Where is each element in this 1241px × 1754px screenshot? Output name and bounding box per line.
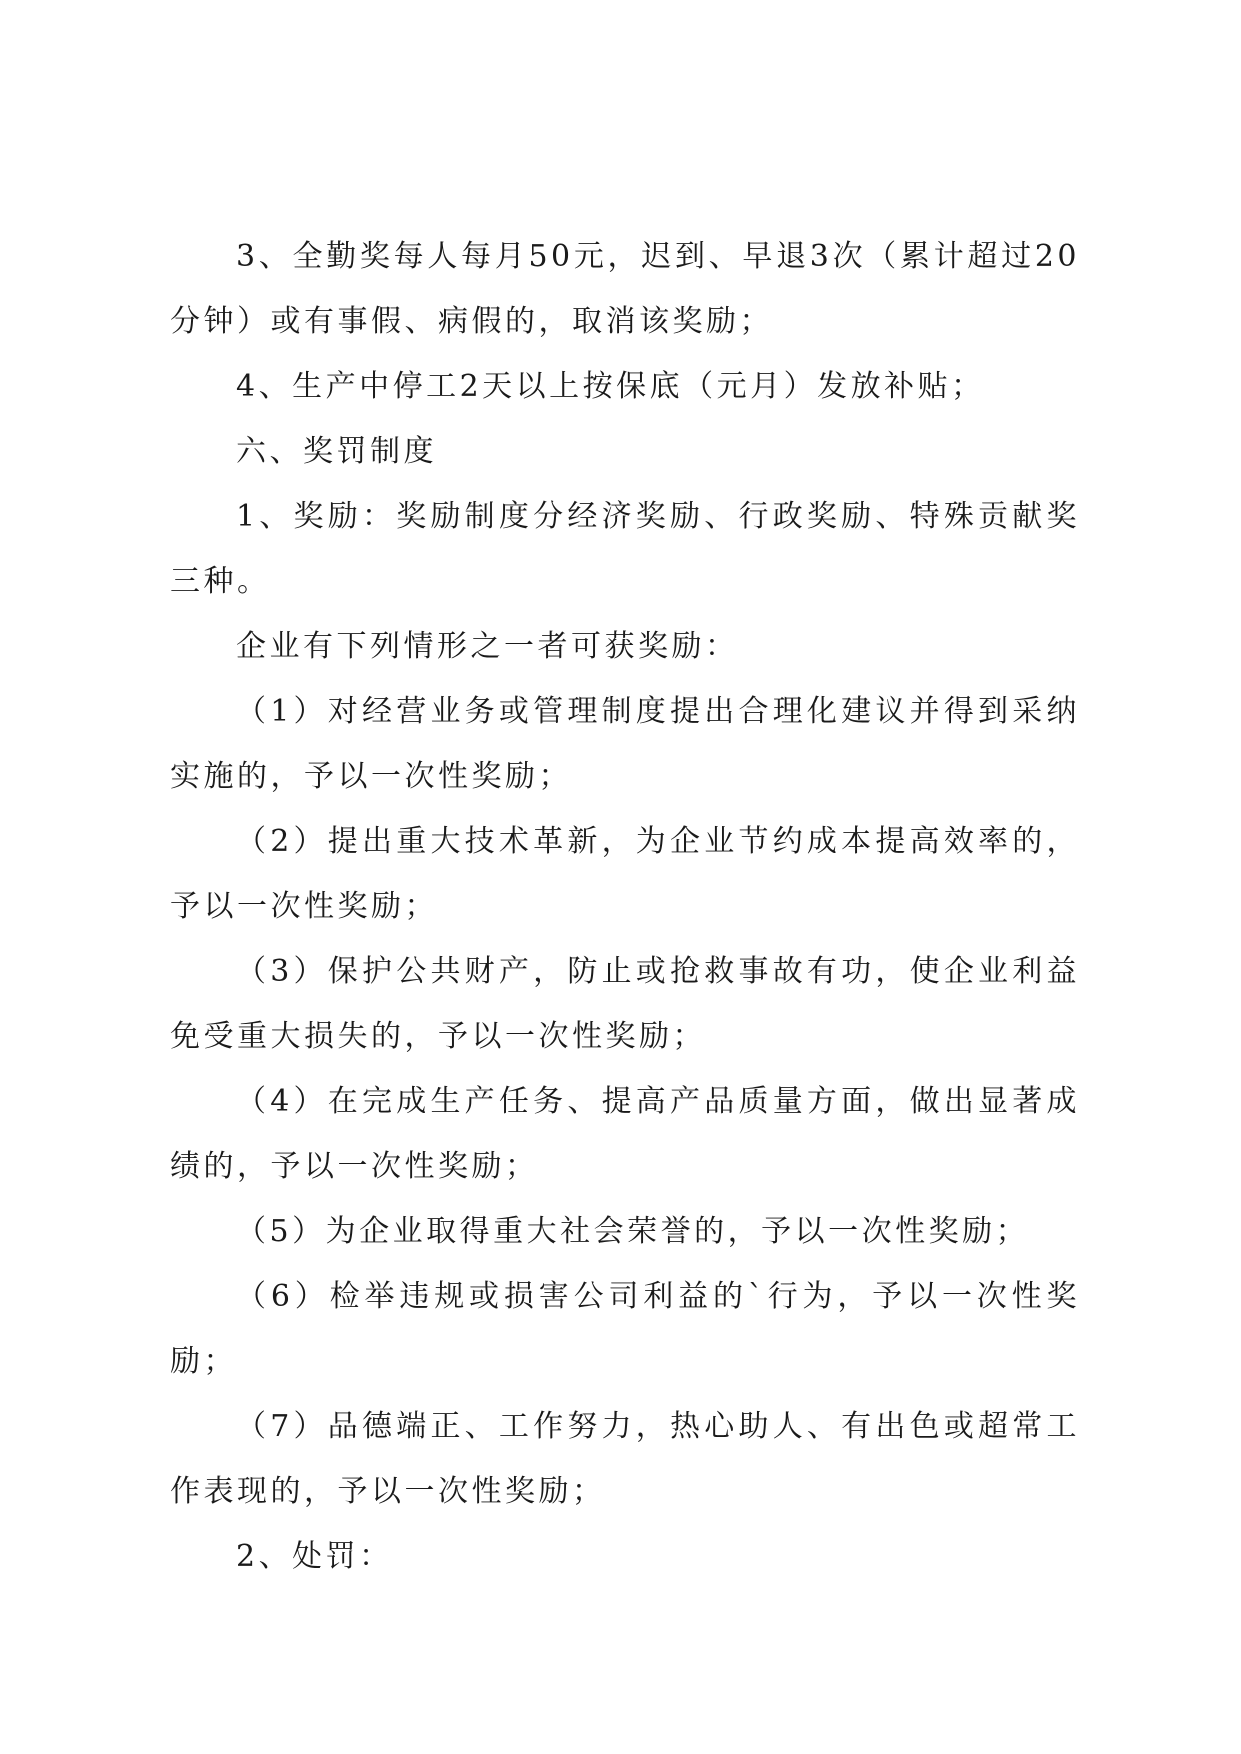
- paragraph-attendance-bonus: 3、全勤奖每人每月50元，迟到、早退3次（累计超过20分钟）或有事假、病假的，取消该奖励；: [170, 239, 1080, 339]
- paragraph-penalties: 2、处罚：: [236, 1539, 393, 1574]
- paragraph-shutdown-subsidy: 4、生产中停工2天以上按保底（元月）发放补贴；: [236, 369, 985, 404]
- list-item-reward-1: （1）对经营业务或管理制度提出合理化建议并得到采纳实施的，予以一次性奖励；: [170, 694, 1080, 794]
- section-heading-rewards-penalties: 六、奖罚制度: [236, 434, 437, 469]
- list-item-reward-7: （7）品德端正、工作努力，热心助人、有出色或超常工作表现的，予以一次性奖励；: [170, 1409, 1080, 1509]
- list-item-reward-3: （3）保护公共财产，防止或抢救事故有功，使企业利益免受重大损失的，予以一次性奖励；: [170, 954, 1080, 1054]
- paragraph-rewards: 1、奖励：奖励制度分经济奖励、行政奖励、特殊贡献奖三种。: [170, 499, 1080, 599]
- document-body: [170, 224, 1080, 1589]
- list-item-reward-6: （6）检举违规或损害公司利益的`行为，予以一次性奖励；: [170, 1279, 1080, 1379]
- list-item-reward-4: （4）在完成生产任务、提高产品质量方面，做出显著成绩的，予以一次性奖励；: [170, 1084, 1080, 1184]
- list-item-reward-2: （2）提出重大技术革新，为企业节约成本提高效率的，予以一次性奖励；: [170, 824, 1080, 924]
- list-item-reward-5: （5）为企业取得重大社会荣誉的，予以一次性奖励；: [236, 1214, 1030, 1249]
- paragraph-reward-conditions: 企业有下列情形之一者可获奖励：: [236, 629, 739, 664]
